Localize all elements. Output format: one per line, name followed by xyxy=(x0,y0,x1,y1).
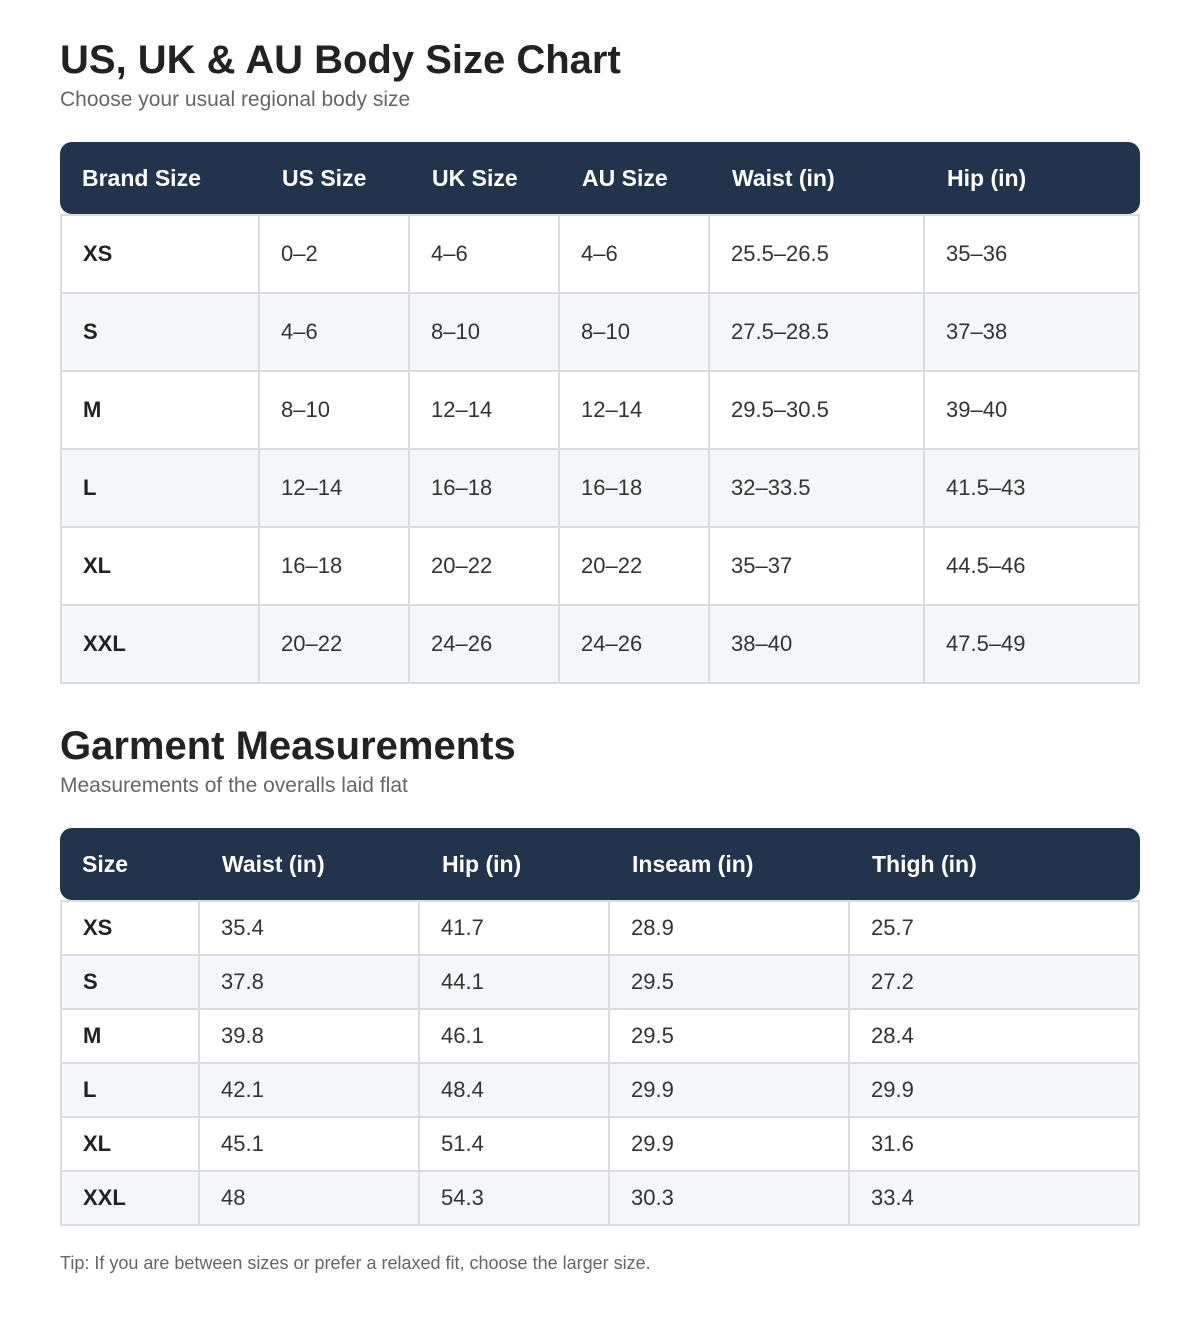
table-row xyxy=(60,528,1140,606)
table-cell: 16–18 xyxy=(260,528,410,606)
size-label-cell: XL xyxy=(60,1118,200,1172)
table-cell: 20–22 xyxy=(560,528,710,606)
table-cell: 25.7 xyxy=(850,900,1140,956)
table-cell: 41.5–43 xyxy=(925,450,1140,528)
column-header: UK Size xyxy=(410,142,560,214)
table-row xyxy=(60,372,1140,450)
table-cell: 32–33.5 xyxy=(710,450,925,528)
size-label-cell: L xyxy=(60,1064,200,1118)
table-cell: 39.8 xyxy=(200,1010,420,1064)
body-chart-subtitle: Choose your usual regional body size xyxy=(60,88,411,111)
column-header: US Size xyxy=(260,142,410,214)
garment-measurements-table xyxy=(60,828,1140,1226)
table-cell: 39–40 xyxy=(925,372,1140,450)
table-cell: 28.9 xyxy=(610,900,850,956)
table-row xyxy=(60,606,1140,684)
table-cell: 47.5–49 xyxy=(925,606,1140,684)
table-row xyxy=(60,450,1140,528)
table-cell: 46.1 xyxy=(420,1010,610,1064)
table-cell: 12–14 xyxy=(410,372,560,450)
table-cell: 51.4 xyxy=(420,1118,610,1172)
table-cell: 29.5–30.5 xyxy=(710,372,925,450)
table-cell: 42.1 xyxy=(200,1064,420,1118)
body-size-table xyxy=(60,142,1140,684)
table-cell: 38–40 xyxy=(710,606,925,684)
table-cell: 29.9 xyxy=(610,1118,850,1172)
table-cell: 48.4 xyxy=(420,1064,610,1118)
table-cell: 30.3 xyxy=(610,1172,850,1226)
size-label-cell: XL xyxy=(60,528,260,606)
table-cell: 20–22 xyxy=(410,528,560,606)
column-header: Hip (in) xyxy=(925,142,1140,214)
table-cell: 35.4 xyxy=(200,900,420,956)
table-cell: 12–14 xyxy=(560,372,710,450)
table-row xyxy=(60,956,1140,1010)
table-cell: 33.4 xyxy=(850,1172,1140,1226)
sizing-tip: Tip: If you are between sizes or prefer a relaxed fit, choose the larger size. xyxy=(60,1253,651,1273)
size-label-cell: XS xyxy=(60,214,260,294)
size-label-cell: S xyxy=(60,294,260,372)
table-cell: 25.5–26.5 xyxy=(710,214,925,294)
garment-title: Garment Measurements xyxy=(60,724,516,768)
column-header: Thigh (in) xyxy=(850,828,1140,900)
table-cell: 44.5–46 xyxy=(925,528,1140,606)
table-cell: 37–38 xyxy=(925,294,1140,372)
table-cell: 35–36 xyxy=(925,214,1140,294)
table-row xyxy=(60,214,1140,294)
size-label-cell: M xyxy=(60,1010,200,1064)
column-header: AU Size xyxy=(560,142,710,214)
table-cell: 4–6 xyxy=(260,294,410,372)
table-cell: 29.9 xyxy=(610,1064,850,1118)
table-cell: 29.9 xyxy=(850,1064,1140,1118)
table-cell: 35–37 xyxy=(710,528,925,606)
table-cell: 16–18 xyxy=(410,450,560,528)
table-cell: 37.8 xyxy=(200,956,420,1010)
table-cell: 27.2 xyxy=(850,956,1140,1010)
size-label-cell: L xyxy=(60,450,260,528)
table-cell: 41.7 xyxy=(420,900,610,956)
column-header: Waist (in) xyxy=(200,828,420,900)
size-label-cell: XS xyxy=(60,900,200,956)
table-header-row xyxy=(60,142,1140,214)
table-cell: 28.4 xyxy=(850,1010,1140,1064)
table-cell: 29.5 xyxy=(610,956,850,1010)
column-header: Hip (in) xyxy=(420,828,610,900)
table-cell: 54.3 xyxy=(420,1172,610,1226)
table-cell: 16–18 xyxy=(560,450,710,528)
size-label-cell: S xyxy=(60,956,200,1010)
table-cell: 8–10 xyxy=(260,372,410,450)
table-cell: 8–10 xyxy=(410,294,560,372)
table-row xyxy=(60,900,1140,956)
size-label-cell: M xyxy=(60,372,260,450)
table-row xyxy=(60,1064,1140,1118)
table-header-row xyxy=(60,828,1140,900)
table-row xyxy=(60,1118,1140,1172)
size-label-cell: XXL xyxy=(60,1172,200,1226)
table-cell: 4–6 xyxy=(560,214,710,294)
size-label-cell: XXL xyxy=(60,606,260,684)
garment-subtitle: Measurements of the overalls laid flat xyxy=(60,774,408,797)
table-cell: 24–26 xyxy=(410,606,560,684)
column-header: Size xyxy=(60,828,200,900)
table-cell: 12–14 xyxy=(260,450,410,528)
table-cell: 31.6 xyxy=(850,1118,1140,1172)
table-row xyxy=(60,1172,1140,1226)
table-cell: 44.1 xyxy=(420,956,610,1010)
column-header: Inseam (in) xyxy=(610,828,850,900)
table-cell: 48 xyxy=(200,1172,420,1226)
table-cell: 45.1 xyxy=(200,1118,420,1172)
column-header: Brand Size xyxy=(60,142,260,214)
table-cell: 24–26 xyxy=(560,606,710,684)
table-cell: 0–2 xyxy=(260,214,410,294)
table-cell: 20–22 xyxy=(260,606,410,684)
table-row xyxy=(60,1010,1140,1064)
column-header: Waist (in) xyxy=(710,142,925,214)
table-cell: 8–10 xyxy=(560,294,710,372)
table-cell: 27.5–28.5 xyxy=(710,294,925,372)
table-cell: 29.5 xyxy=(610,1010,850,1064)
table-cell: 4–6 xyxy=(410,214,560,294)
body-chart-title: US, UK & AU Body Size Chart xyxy=(60,38,621,82)
table-row xyxy=(60,294,1140,372)
